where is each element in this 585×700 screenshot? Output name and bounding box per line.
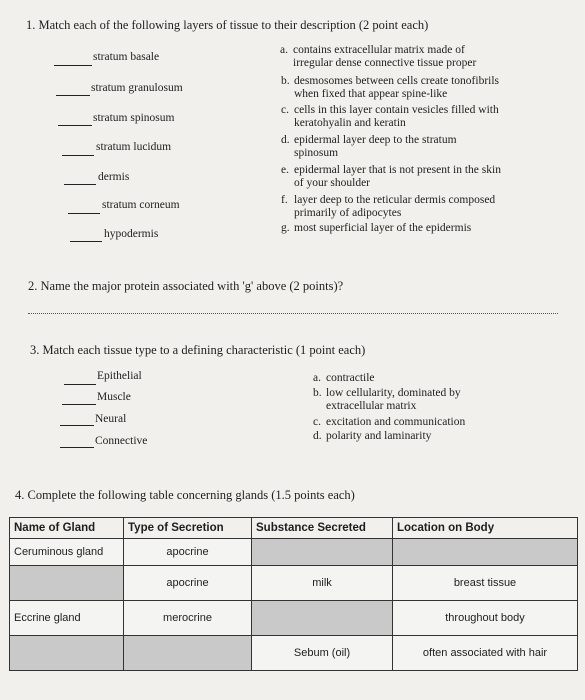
term-hypodermis: hypodermis bbox=[104, 228, 159, 240]
option-c: c. cells in this layer contain vesicles filled with keratohyalin and keratin bbox=[281, 104, 499, 129]
table-row bbox=[10, 566, 578, 601]
table-cell: milk bbox=[252, 566, 393, 601]
answer-blank[interactable] bbox=[70, 241, 102, 242]
table-row bbox=[10, 539, 578, 566]
option-e: e. epidermal layer that is not present in the skin of your shoulder bbox=[281, 164, 501, 189]
header-type-of-secretion: Type of Secretion bbox=[124, 518, 252, 539]
table-cell: apocrine bbox=[124, 566, 252, 601]
option-b: b. desmosomes between cells create tonofibrils when fixed that appear spine-like bbox=[281, 75, 500, 100]
answer-cell[interactable] bbox=[124, 636, 252, 671]
table-cell: breast tissue bbox=[393, 566, 578, 601]
table-cell: Sebum (oil) bbox=[252, 636, 393, 671]
option-a: a. contains extracellular matrix made of irregular dense connective tissue proper bbox=[280, 44, 477, 69]
answer-cell[interactable] bbox=[252, 601, 393, 636]
option-f: f. layer deep to the reticular dermis composed primarily of adipocytes bbox=[281, 194, 496, 219]
table-cell: Eccrine gland bbox=[10, 601, 124, 636]
table-cell: apocrine bbox=[124, 539, 252, 566]
table-header-row bbox=[10, 518, 578, 539]
option-d: d. polarity and laminarity bbox=[313, 430, 432, 442]
table-row bbox=[10, 601, 578, 636]
answer-cell[interactable] bbox=[10, 566, 124, 601]
answer-cell[interactable] bbox=[393, 539, 578, 566]
answer-line[interactable] bbox=[28, 313, 558, 314]
answer-cell[interactable] bbox=[10, 636, 124, 671]
answer-blank[interactable] bbox=[60, 425, 94, 426]
answer-blank[interactable] bbox=[68, 213, 100, 214]
question-4-prompt: 4. Complete the following table concerning glands (1.5 points each) bbox=[15, 488, 355, 502]
term-stratum-lucidum: stratum lucidum bbox=[96, 141, 172, 153]
option-d: d. epidermal layer deep to the stratum spinosum bbox=[281, 134, 457, 159]
term-stratum-spinosum: stratum spinosum bbox=[93, 112, 175, 124]
table-row bbox=[10, 636, 578, 671]
answer-blank[interactable] bbox=[56, 95, 90, 96]
glands-table bbox=[9, 517, 578, 671]
answer-cell[interactable] bbox=[252, 539, 393, 566]
term-dermis: dermis bbox=[98, 171, 130, 183]
term-neural: Neural bbox=[95, 413, 127, 425]
table-cell: often associated with hair bbox=[393, 636, 578, 671]
answer-blank[interactable] bbox=[64, 384, 96, 385]
answer-blank[interactable] bbox=[60, 447, 94, 448]
term-stratum-granulosum: stratum granulosum bbox=[91, 82, 183, 94]
question-2-prompt: 2. Name the major protein associated with 'g' above (2 points)? bbox=[28, 279, 344, 293]
question-1-prompt: 1. Match each of the following layers of tissue to their description (2 point each) bbox=[26, 18, 429, 32]
header-name-of-gland: Name of Gland bbox=[10, 518, 124, 539]
term-muscle: Muscle bbox=[97, 391, 131, 403]
table-cell: merocrine bbox=[124, 601, 252, 636]
term-epithelial: Epithelial bbox=[97, 370, 142, 382]
term-connective: Connective bbox=[95, 435, 148, 447]
question-3-prompt: 3. Match each tissue type to a defining characteristic (1 point each) bbox=[30, 343, 366, 357]
option-c: c. excitation and communication bbox=[313, 416, 466, 428]
option-b: b. low cellularity, dominated by extracellular matrix bbox=[313, 387, 461, 412]
answer-blank[interactable] bbox=[64, 184, 96, 185]
table-cell: Ceruminous gland bbox=[10, 539, 124, 566]
term-stratum-basale: stratum basale bbox=[93, 51, 160, 63]
answer-blank[interactable] bbox=[62, 404, 96, 405]
answer-blank[interactable] bbox=[62, 155, 94, 156]
answer-blank[interactable] bbox=[54, 65, 92, 66]
option-a: a. contractile bbox=[313, 372, 375, 384]
header-substance-secreted: Substance Secreted bbox=[252, 518, 393, 539]
header-location-on-body: Location on Body bbox=[393, 518, 578, 539]
term-stratum-corneum: stratum corneum bbox=[102, 199, 180, 211]
option-g: g. most superficial layer of the epidermis bbox=[281, 222, 472, 234]
answer-blank[interactable] bbox=[58, 125, 92, 126]
table-cell: throughout body bbox=[393, 601, 578, 636]
